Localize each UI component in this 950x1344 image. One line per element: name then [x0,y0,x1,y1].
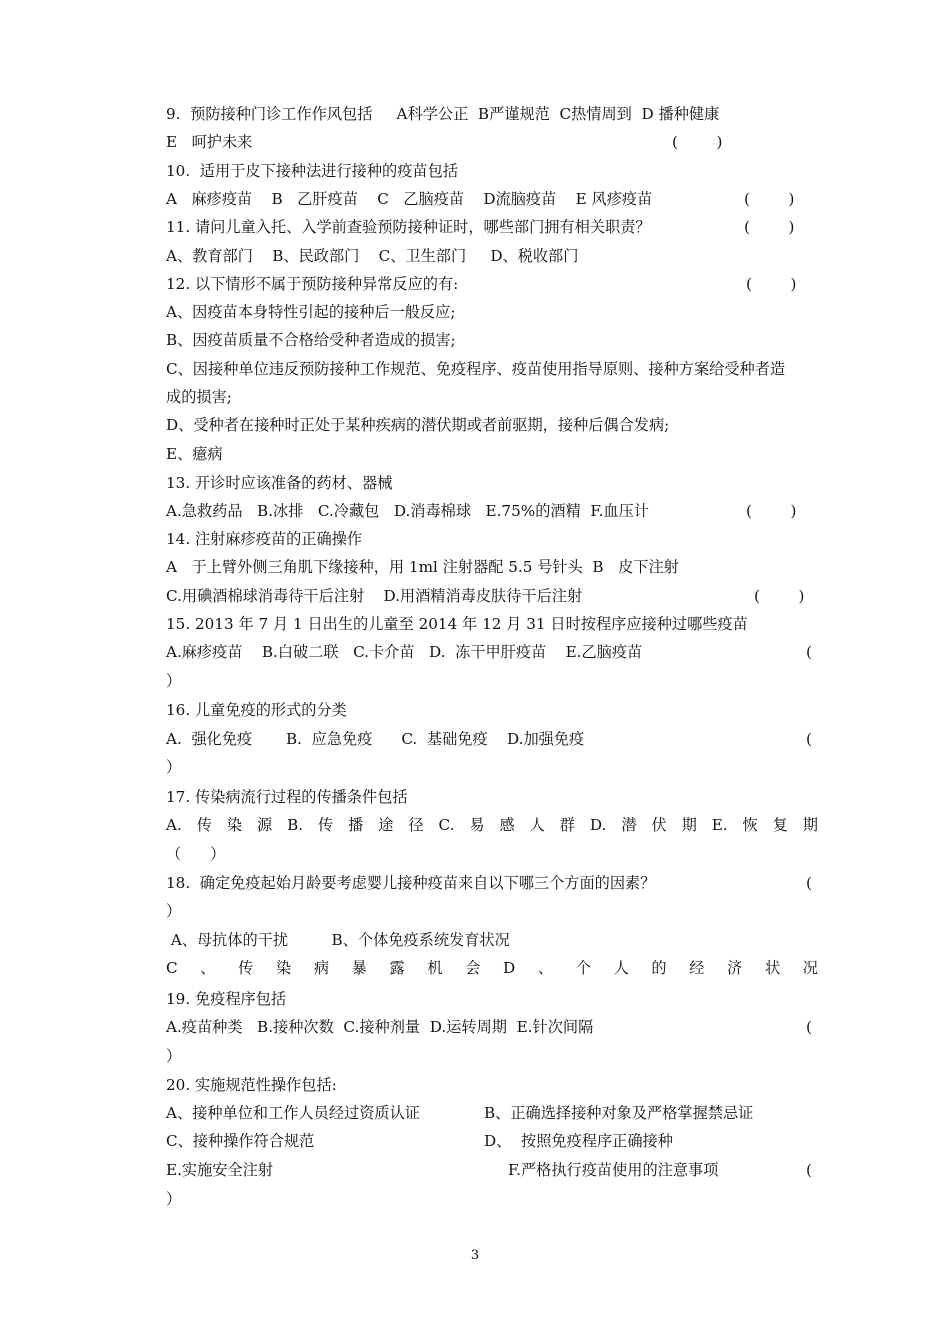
q17-opt: 染 [226,816,243,834]
q18-line: 18. 确定免疫起始月龄要考虑婴儿接种疫苗来自以下哪三个方面的因素？ [166,874,656,892]
q20-line: 20. 实施规范性操作包括: [166,1076,337,1094]
q13-line: 13. 开诊时应该准备的药材、器械 [166,474,393,492]
q11-answer-bracket: ( ) [744,218,795,236]
q17-opt: 传 [196,816,212,834]
q20-answer-bracket-open: ( [806,1161,812,1179]
q17-line: 17. 传染病流行过程的传播条件包括 [166,788,408,806]
q18-cd-char: C [166,959,178,977]
q17-opt: D. [589,816,607,834]
q16-answer-bracket-close: ） [166,758,182,776]
q12-option-a: A、因疫苗本身特性引起的接种后一般反应; [166,303,456,321]
q16-options: A. 强化免疫 B. 应急免疫 C. 基础免疫 D.加强免疫 [166,730,585,748]
q17-options [166,814,818,836]
q19-answer-bracket-open: ( [806,1018,812,1036]
q18-options-cd [166,957,818,979]
q18-options-ab: A、母抗体的干扰 B、个体免疫系统发育状况 [166,931,510,949]
q17-opt: 潜 [621,816,637,834]
q18-cd-char: D [503,959,516,977]
q9-line: 9. 预防接种门诊工作作风包括 A科学公正 B严谨规范 C热情周到 D 播种健康 [166,105,720,123]
q20-option-c: C、接种操作符合规范 [166,1132,315,1150]
q20-option-b: B、正确选择接种对象及严格掌握禁忌证 [484,1104,754,1122]
q17-opt: 群 [559,816,575,834]
q13-options: A.急救药品 B.冰排 C.冷藏包 D.消毒棉球 E.75%的酒精 F.血压计 [166,502,649,520]
q9-option-e: E 呵护未来 [166,133,253,151]
q17-opt: 期 [802,816,818,834]
q16-answer-bracket-open: ( [806,730,812,748]
q18-cd-char: 露 [389,959,405,977]
q18-cd-char: 染 [275,959,292,977]
q17-opt: 伏 [651,816,667,834]
q18-cd-char: 、 [537,959,554,977]
q10-answer-bracket: ( ) [744,190,795,208]
q12-option-d: D、受种者在接种时正处于某种疾病的潜伏期或者前驱期，接种后偶合发病; [166,416,670,434]
q19-answer-bracket-close: ） [166,1047,182,1065]
q18-cd-char: 个 [575,959,591,977]
q20-option-d: D、 按照免疫程序正确接种 [484,1132,673,1150]
q18-cd-char: 会 [465,959,481,977]
q17-opt: 人 [529,816,545,834]
q17-opt: 易 [469,816,485,834]
q12-line: 12. 以下情形不属于预防接种异常反应的有: [166,275,459,293]
q18-answer-bracket-close: ） [166,902,182,920]
q15-options: A.麻疹疫苗 B.白破二联 C.卡介苗 D. 冻干甲肝疫苗 E.乙脑疫苗 [166,643,643,661]
q12-option-b: B、因疫苗质量不合格给受种者造成的损害; [166,331,456,349]
q10-line: 10. 适用于皮下接种法进行接种的疫苗包括 [166,162,458,180]
q19-options: A.疫苗种类 B.接种次数 C.接种剂量 D.运转周期 E.针次间隔 [166,1018,594,1036]
q12-option-c-cont: 成的损害; [166,388,232,406]
q17-answer-bracket: （ ） [166,845,226,863]
q16-line: 16. 儿童免疫的形式的分类 [166,701,347,719]
q14-line: 14. 注射麻疹疫苗的正确操作 [166,530,363,548]
q14-options-cd: C.用碘酒棉球消毒待干后注射 D.用酒精消毒皮肤待干后注射 [166,587,583,605]
q14-options-ab: A 于上臂外侧三角肌下缘接种，用 1ml 注射器配 5.5 号针头 B 皮下注射 [166,558,679,576]
q18-cd-char: 经 [689,959,705,977]
q17-opt: 恢 [742,816,758,834]
q14-answer-bracket: ( ) [754,587,805,605]
q11-options: A、教育部门 B、民政部门 C、卫生部门 D、税收部门 [166,247,579,265]
q12-answer-bracket: ( ) [746,275,797,293]
q10-options: A 麻疹疫苗 B 乙肝疫苗 C 乙脑疫苗 D流脑疫苗 E 风疹疫苗 [166,190,653,208]
q18-cd-char: 机 [427,959,443,977]
q17-opt: B. [287,816,304,834]
q17-opt: 源 [256,816,273,834]
q17-opt: A. [166,816,182,834]
q19-line: 19. 免疫程序包括 [166,990,287,1008]
q17-opt: 径 [408,816,424,834]
q17-opt: 复 [772,816,788,834]
q18-cd-char: 、 [200,959,216,977]
q18-cd-char: 状 [764,959,781,977]
q18-cd-char: 的 [651,959,667,977]
q18-cd-char: 病 [313,959,329,977]
q20-option-a: A、接种单位和工作人员经过资质认证 [166,1104,420,1122]
page-number: 3 [470,1248,480,1263]
q17-opt: 期 [681,816,697,834]
q20-option-e: E.实施安全注射 [166,1161,274,1179]
q15-line: 15. 2013 年 7 月 1 日出生的儿童至 2014 年 12 月 31 日时按程序应接种过哪些疫苗 [166,615,748,633]
q15-answer-bracket-open: ( [806,643,812,661]
q18-answer-bracket-open: ( [806,874,812,892]
q17-opt: 感 [499,816,515,834]
q17-opt: 传 [318,816,334,834]
q11-line: 11. 请问儿童入托、入学前查验预防接种证时，哪些部门拥有相关职责？ [166,218,651,236]
q18-cd-char: 济 [727,959,743,977]
q9-answer-bracket: ( ) [672,133,723,151]
q12-option-e: E、癔病 [166,445,223,463]
q20-option-f: F.严格执行疫苗使用的注意事项 [508,1161,719,1179]
q18-cd-char: 况 [802,959,818,977]
q20-answer-bracket-close: ） [166,1190,182,1208]
q15-answer-bracket-close: ） [166,672,182,690]
q17-opt: 播 [348,816,364,834]
q17-opt: C. [438,816,455,834]
q18-cd-char: 人 [613,959,629,977]
q17-opt: E. [711,816,728,834]
q18-cd-char: 暴 [351,959,367,977]
q18-cd-char: 传 [238,959,254,977]
q13-answer-bracket: ( ) [746,502,797,520]
q12-option-c: C、因接种单位违反预防接种工作规范、免疫程序、疫苗使用指导原则、接种方案给受种者造 [166,360,786,378]
q17-opt: 途 [378,816,394,834]
